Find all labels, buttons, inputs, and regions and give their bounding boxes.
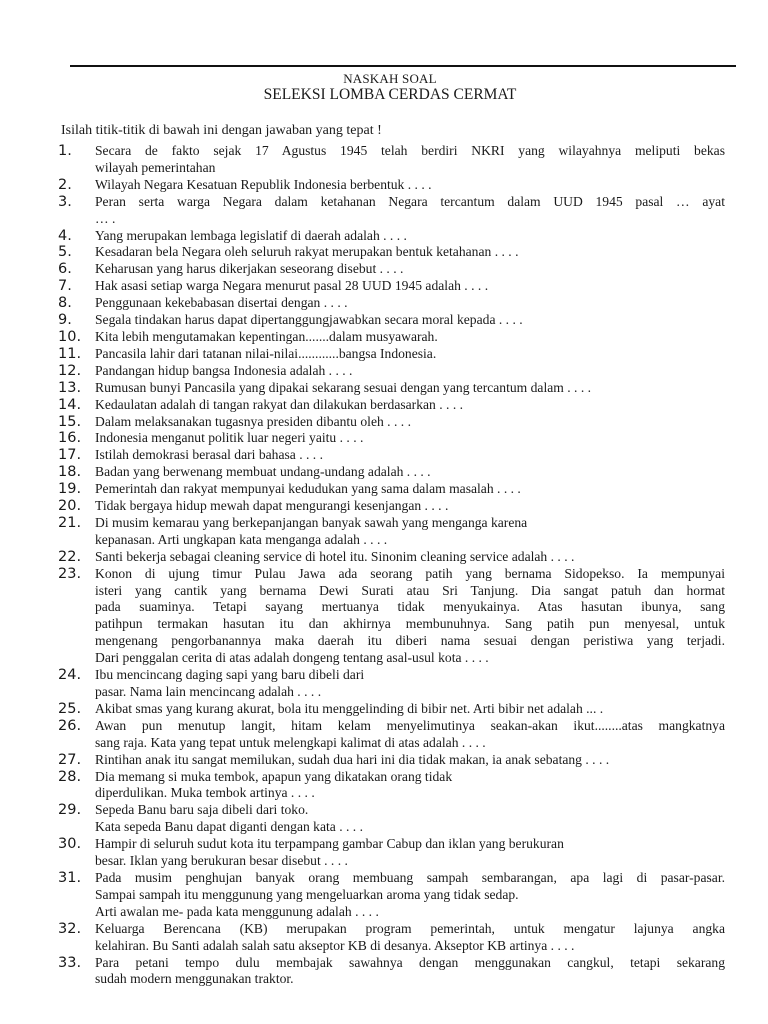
question-number: 17. — [58, 447, 82, 464]
question-text-line: Rumusan bunyi Pancasila yang dipakai sekarang sesuai dengan yang tercantum dalam . . . . — [95, 379, 592, 395]
question-number: 20. — [58, 498, 82, 515]
question-item — [0, 380, 725, 397]
question-number: 6. — [58, 261, 72, 278]
question-text-line: Ibu mencincang daging sapi yang baru dibeli dari — [95, 667, 365, 683]
question-item — [0, 515, 725, 549]
header-rule — [70, 65, 736, 67]
question-item — [0, 244, 725, 261]
question-item — [0, 261, 725, 278]
question-text-line: Keluarga Berencana (KB) merupakan program pemerintah, untuk mengatur lajunya angka — [95, 920, 725, 936]
question-item — [0, 718, 725, 752]
question-text-line: Di musim kemarau yang berkepanjangan banyak sawah yang menganga karena — [95, 514, 528, 530]
question-number: 19. — [58, 481, 82, 498]
document-title: SELEKSI LOMBA CERDAS CERMAT — [263, 86, 517, 103]
question-number: 31. — [58, 869, 82, 886]
question-number: 9. — [58, 312, 72, 329]
question-text-line: Pada musim penghujan banyak orang membuang sampah sembarangan, apa lagi di pasar-pasar. — [95, 869, 725, 885]
question-text-line: Tidak bergaya hidup mewah dapat mengurangi kesenjangan . . . . — [95, 498, 449, 514]
question-number: 4. — [58, 227, 72, 244]
question-item — [0, 397, 725, 414]
question-text-line: Hampir di seluruh sudut kota itu terpampang gambar Cabup dan iklan yang berukuran — [95, 836, 564, 852]
question-item — [0, 295, 725, 312]
question-text-line: Sepeda Banu baru saja dibeli dari toko. — [95, 802, 309, 818]
question-text-line: Sampai sampah itu menggunung yang mengeluarkan aroma yang tidak sedap. — [95, 886, 519, 902]
question-item — [0, 464, 725, 481]
question-item — [0, 363, 725, 380]
question-item — [0, 549, 725, 566]
question-number: 3. — [58, 193, 72, 210]
question-item — [0, 346, 725, 363]
question-number: 7. — [58, 278, 72, 295]
question-text-line: Konon di ujung timur Pulau Jawa ada seorang patih yang bernama Sidopekso. Ia mempunyai — [95, 565, 725, 581]
question-number: 32. — [58, 920, 82, 937]
question-item — [0, 329, 725, 346]
question-text-line: Wilayah Negara Kesatuan Republik Indonesia berbentuk . . . . — [95, 176, 432, 192]
question-text-line: Arti awalan me- pada kata menggunung adalah . . . . — [95, 903, 379, 919]
question-number: 22. — [58, 548, 82, 565]
question-text-line: Awan pun menutup langit, hitam kelam menyelimutinya seakan-akan ikut........atas mangkatnya — [95, 717, 725, 733]
question-item — [0, 667, 725, 701]
question-text-line: isteri yang cantik yang bernama Dewi Surati atau Sri Tanjung. Dia sangat patuh dan hormat — [95, 582, 725, 598]
question-text-line: Kita lebih mengutamakan kepentingan.......dalam musyawarah. — [95, 328, 438, 344]
question-text-line: Penggunaan kekebabasan disertai dengan . . . . — [95, 295, 348, 311]
question-text-line: Indonesia menganut politik luar negeri yaitu . . . . — [95, 430, 364, 446]
question-number: 25. — [58, 700, 82, 717]
question-text-line: Akibat smas yang kurang akurat, bola itu menggelinding di bibir net. Arti bibir net adalah ... . — [95, 700, 604, 716]
question-item — [0, 194, 725, 228]
question-number: 12. — [58, 362, 82, 379]
question-number: 5. — [58, 244, 72, 261]
question-text-line: Pemerintah dan rakyat mempunyai kedudukan yang sama dalam masalah . . . . — [95, 481, 521, 497]
question-text-line: mengenang pengorbanannya maka daerah itu diberi nama sesuai dengan peristiwa yang terjadi. — [95, 633, 725, 649]
question-text-line: Kata sepeda Banu dapat diganti dengan kata . . . . — [95, 819, 364, 835]
question-item — [0, 921, 725, 955]
question-text-line: Secara de fakto sejak 17 Agustus 1945 telah berdiri NKRI yang wilayahnya meliputi bekas — [95, 143, 725, 158]
question-item — [0, 752, 725, 769]
question-text-line: Dia memang si muka tembok, apapun yang dikatakan orang tidak — [95, 768, 453, 784]
question-text-line: besar. Iklan yang berukuran besar disebut . . . . — [95, 853, 348, 869]
question-item — [0, 701, 725, 718]
question-text-line: Hak asasi setiap warga Negara menurut pasal 28 UUD 1945 adalah . . . . — [95, 278, 489, 294]
question-text-line: pasar. Nama lain mencincang adalah . . . . — [95, 684, 322, 699]
question-number: 33. — [58, 954, 82, 971]
question-item — [0, 143, 725, 177]
question-item — [0, 414, 725, 431]
question-list — [0, 143, 768, 988]
question-text-line: Kedaulatan adalah di tangan rakyat dan dilakukan berdasarkan . . . . — [95, 396, 464, 412]
instruction-text: Isilah titik-titik di bawah ini dengan jawaban yang tepat ! — [61, 123, 382, 138]
question-item — [0, 566, 725, 667]
question-item — [0, 447, 725, 464]
question-text-line: Dari penggalan cerita di atas adalah dongeng tentang asal-usul kota . . . . — [95, 650, 489, 666]
question-number: 16. — [58, 430, 82, 447]
question-text-line: kepanasan. Arti ungkapan kata menganga adalah . . . . — [95, 531, 388, 547]
question-number: 26. — [58, 717, 82, 734]
question-number: 8. — [58, 295, 72, 312]
question-text-line: Keharusan yang harus dikerjakan seseorang disebut . . . . — [95, 261, 404, 277]
question-item — [0, 769, 725, 803]
question-item — [0, 177, 725, 194]
question-item — [0, 228, 725, 245]
question-item — [0, 802, 725, 836]
question-item — [0, 430, 725, 447]
question-number: 24. — [58, 667, 82, 684]
question-text-line: Yang merupakan lembaga legislatif di daerah adalah . . . . — [95, 227, 407, 243]
question-number: 27. — [58, 751, 82, 768]
question-text-line: Para petani tempo dulu membajak sawahnya dengan menggunakan cangkul, tetapi sekarang — [95, 954, 725, 970]
question-number: 23. — [58, 565, 82, 582]
question-item — [0, 870, 725, 921]
question-text-line: Peran serta warga Negara dalam ketahanan Negara tercantum dalam UUD 1945 pasal … ayat — [95, 193, 725, 209]
question-number: 13. — [58, 379, 82, 396]
question-number: 15. — [58, 413, 82, 430]
question-number: 1. — [58, 143, 72, 159]
question-text-line: pada suaminya. Tetapi sayang mertuanya tidak menyukainya. Atas hasutan ibunya, sang — [95, 599, 725, 615]
question-number: 21. — [58, 514, 82, 531]
question-text-line: Pancasila lahir dari tatanan nilai-nilai............bangsa Indonesia. — [95, 345, 437, 361]
question-number: 30. — [58, 836, 82, 853]
question-text-line: sang raja. Kata yang tepat untuk melengkapi kalimat di atas adalah . . . . — [95, 734, 486, 750]
question-text-line: patihpun termakan hasutan itu dan akhirnya membunuhnya. Sang patih pun menyesal, untuk — [95, 616, 725, 632]
question-item — [0, 955, 725, 989]
question-item — [0, 836, 725, 870]
question-number: 28. — [58, 768, 82, 785]
question-text-line: Kesadaran bela Negara oleh seluruh rakyat merupakan bentuk ketahanan . . . . — [95, 244, 519, 260]
question-text-line: diperdulikan. Muka tembok artinya . . . . — [95, 785, 315, 801]
question-number: 29. — [58, 802, 82, 819]
question-text-line: wilayah pemerintahan — [95, 159, 216, 175]
question-number: 2. — [58, 176, 72, 193]
question-item — [0, 498, 725, 515]
question-number: 18. — [58, 464, 82, 481]
question-text-line: Santi bekerja sebagai cleaning service di hotel itu. Sinonim cleaning service adalah . . . . — [95, 548, 575, 564]
question-number: 10. — [58, 328, 82, 345]
question-text-line: Badan yang berwenang membuat undang-undang adalah . . . . — [95, 464, 431, 480]
document-label: NASKAH SOAL — [343, 71, 437, 86]
question-text-line: Pandangan hidup bangsa Indonesia adalah . . . . — [95, 362, 353, 378]
question-text-line: Segala tindakan harus dapat dipertanggungjawabkan secara moral kepada . . . . — [95, 312, 523, 328]
question-item — [0, 278, 725, 295]
question-text-line: Istilah demokrasi berasal dari bahasa . . . . — [95, 447, 323, 463]
question-text-line: … . — [95, 210, 116, 226]
question-item — [0, 312, 725, 329]
question-text-line: sudah modern menggunakan traktor. — [95, 971, 294, 987]
question-item — [0, 481, 725, 498]
question-number: 14. — [58, 396, 82, 413]
question-text-line: Rintihan anak itu sangat memilukan, sudah dua hari ini dia tidak makan, ia anak sebatang . . . . — [95, 751, 610, 767]
question-number: 11. — [58, 345, 82, 362]
question-text-line: kelahiran. Bu Santi adalah salah satu akseptor KB di desanya. Akseptor KB artinya . . . . — [95, 937, 575, 953]
question-text-line: Dalam melaksanakan tugasnya presiden dibantu oleh . . . . — [95, 413, 411, 429]
